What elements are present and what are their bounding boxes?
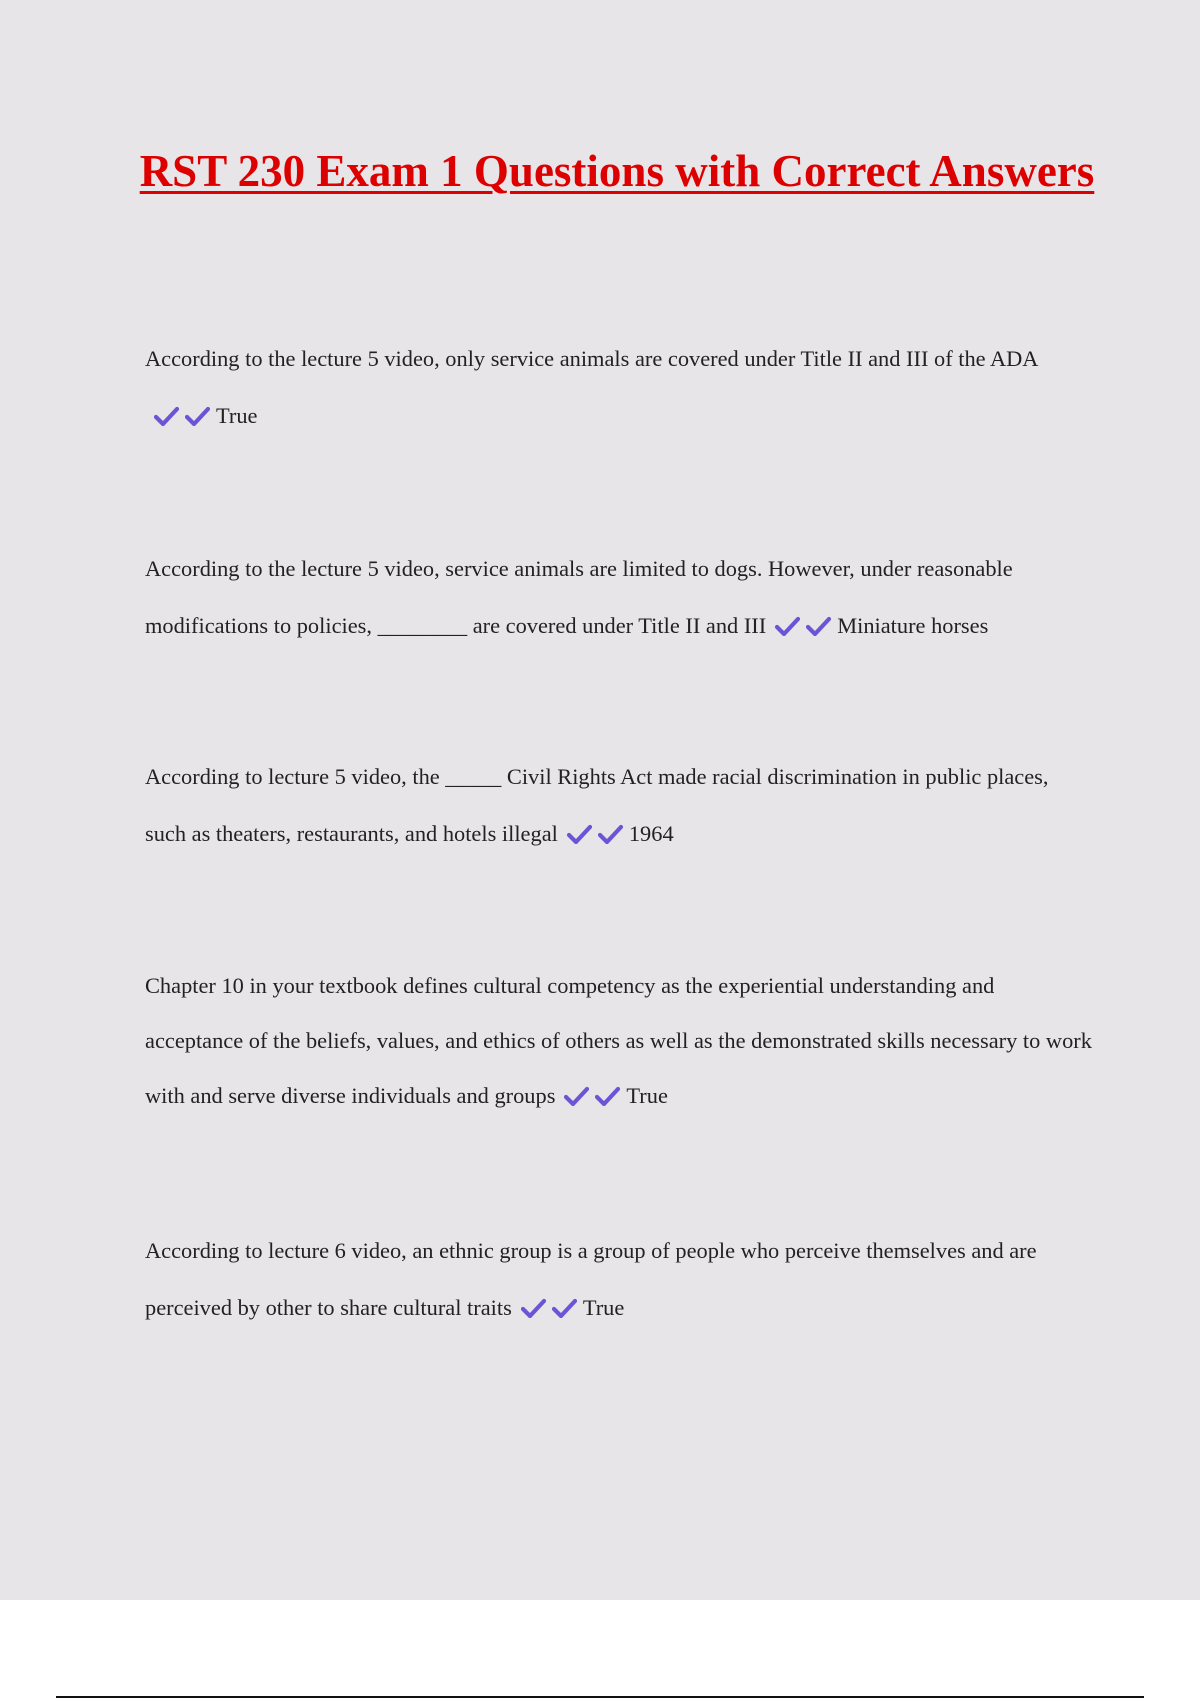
question-text: According to the lecture 5 video, only service animals are covered under Title II and III of the ADA	[145, 346, 1039, 371]
question-text: According to lecture 6 video, an ethnic group is a group of people who perceive themselves and are perceived by other to share cultural traits	[145, 1238, 1037, 1320]
answer-check-marks	[521, 1282, 577, 1339]
check-icon	[552, 1298, 577, 1318]
answer-check-marks	[775, 600, 831, 657]
check-icon	[521, 1298, 546, 1318]
answer-text: True	[216, 403, 258, 428]
answer-check-marks	[567, 808, 623, 865]
answer-check-marks	[564, 1071, 620, 1126]
answer-text: Miniature horses	[837, 613, 989, 638]
question-text: Chapter 10 in your textbook defines cultural competency as the experiential understanding and acceptance of the beliefs, values, and ethics of others as well as the demonstrated skills necessary to work with and serve diverse individuals and groups	[145, 973, 1092, 1108]
check-icon	[564, 1086, 589, 1106]
question-text: According to lecture 5 video, the _____ Civil Rights Act made racial discrimination in public places, such as theaters, restaurants, and hotels illegal	[145, 764, 1049, 846]
check-icon	[598, 824, 623, 844]
qa-item	[145, 1222, 1095, 1339]
footer-divider	[56, 1696, 1144, 1698]
qa-item	[145, 748, 1095, 865]
check-icon	[775, 616, 800, 636]
qa-item	[145, 540, 1095, 657]
qa-item	[145, 330, 1095, 447]
answer-text: True	[626, 1083, 668, 1108]
answer-text: 1964	[628, 821, 674, 846]
document-title: RST 230 Exam 1 Questions with Correct Answers	[139, 146, 1095, 196]
check-icon	[185, 406, 210, 426]
check-icon	[806, 616, 831, 636]
answer-check-marks	[154, 390, 210, 447]
question-text: According to the lecture 5 video, service animals are limited to dogs. However, under reasonable modifications to policies, ________ are covered under Title II and III	[145, 556, 1013, 638]
check-icon	[154, 406, 179, 426]
answer-text: True	[582, 1295, 625, 1320]
check-icon	[567, 824, 592, 844]
check-icon	[595, 1086, 620, 1106]
qa-item	[145, 958, 1095, 1126]
